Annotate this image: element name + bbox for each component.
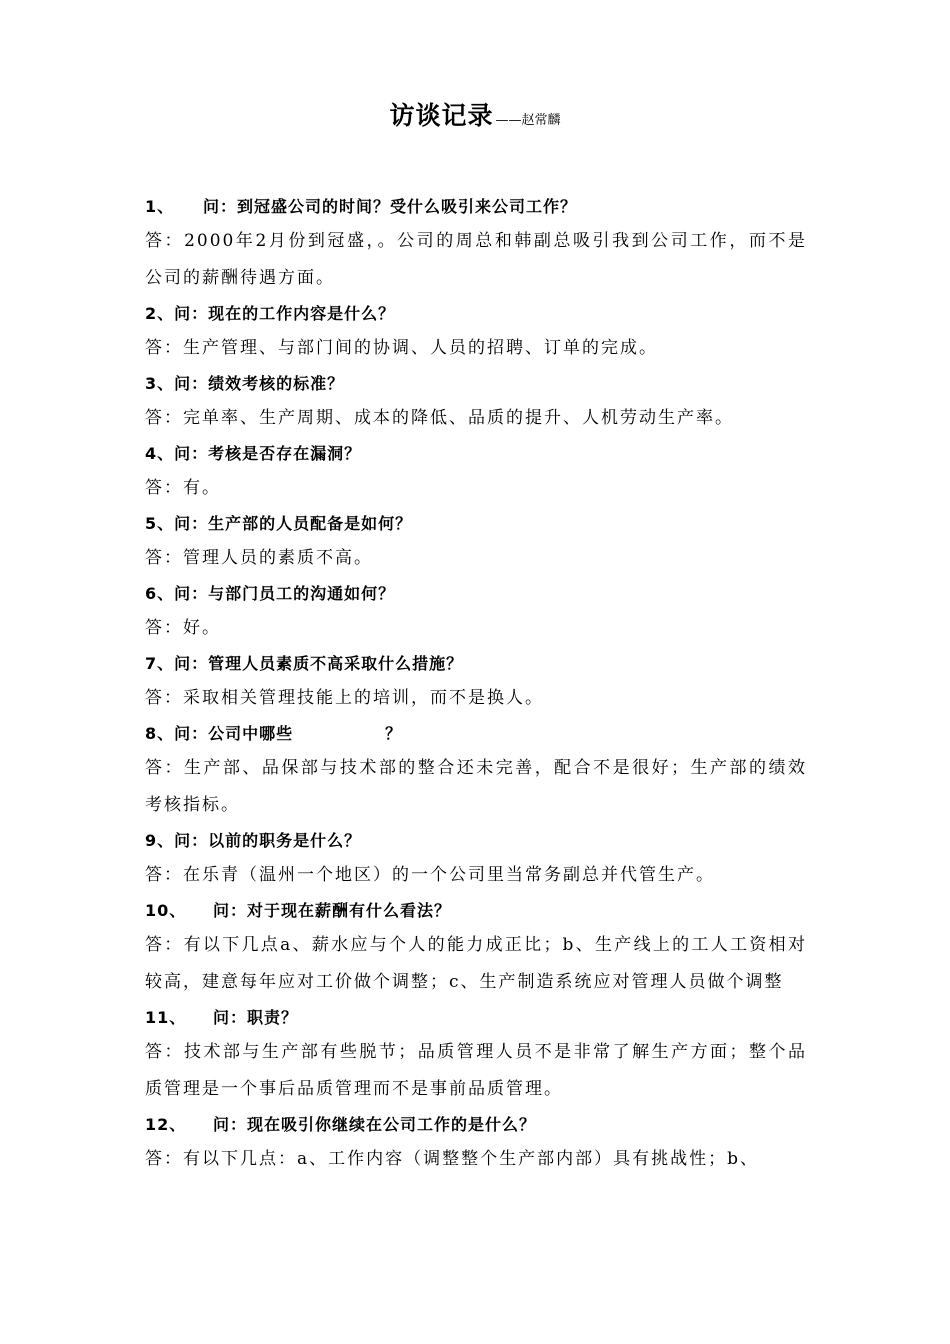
question-number: 7、 [145, 654, 175, 673]
question-text: 问：到冠盛公司的时间？受什么吸引来公司工作？ [203, 197, 578, 216]
question-number: 12、 [145, 1115, 187, 1134]
question-8 [145, 717, 807, 750]
question-text: 问：考核是否存在漏洞？ [174, 444, 362, 463]
question-1 [145, 190, 807, 223]
question-number: 3、 [145, 374, 175, 393]
answer-12: 答：有以下几点：a、工作内容（调整整个生产部内部）具有挑战性；b、 [145, 1149, 760, 1169]
question-11 [145, 1001, 807, 1034]
interview-content [145, 190, 807, 1178]
question-7 [145, 647, 807, 680]
question-4 [145, 437, 807, 470]
question-number: 8、 [145, 724, 175, 743]
question-number: 11、 [145, 1008, 187, 1027]
question-number: 4、 [145, 444, 175, 463]
question-text-end: ？ [385, 724, 403, 743]
question-3 [145, 367, 807, 400]
question-text: 问：绩效考核的标准？ [174, 374, 345, 393]
answer-5: 答：管理人员的素质不高。 [145, 548, 373, 568]
answer-6: 答：好。 [145, 618, 221, 638]
question-text: 问：管理人员素质不高采取什么措施？ [174, 654, 464, 673]
question-number: 6、 [145, 584, 175, 603]
answer-9: 答：在乐青（温州一个地区）的一个公司里当常务副总并代管生产。 [145, 865, 715, 885]
question-number: 2、 [145, 304, 175, 323]
answer-11: 答：技术部与生产部有些脱节；品质管理人员不是非常了解生产方面；整个品质管理是一个事后品质管理而不是事前品质管理。 [145, 1042, 807, 1099]
answer-7: 答：采取相关管理技能上的培训，而不是换人。 [145, 688, 544, 708]
question-5 [145, 507, 807, 540]
question-number: 1、 [145, 197, 175, 216]
question-text: 问：与部门员工的沟通如何？ [174, 584, 396, 603]
question-text: 问：以前的职务是什么？ [174, 831, 362, 850]
question-10 [145, 894, 807, 927]
question-text: 问：现在的工作内容是什么？ [174, 304, 396, 323]
question-9 [145, 824, 807, 857]
answer-3: 答：完单率、生产周期、成本的降低、品质的提升、人机劳动生产率。 [145, 408, 734, 428]
answer-4: 答：有。 [145, 478, 221, 498]
question-6 [145, 577, 807, 610]
question-text: 问：现在吸引你继续在公司工作的是什么？ [213, 1115, 537, 1134]
document-title: 访谈记录 [389, 101, 494, 130]
question-number: 10、 [145, 901, 187, 920]
question-text: 问：职责？ [213, 1008, 299, 1027]
answer-10: 答：有以下几点a、薪水应与个人的能力成正比；b、生产线上的工人工资相对较高，建意每年应对工价做个调整；c、生产制造系统应对管理人员做个调整 [145, 935, 807, 992]
document-header [0, 96, 950, 132]
question-number: 5、 [145, 514, 175, 533]
question-text: 问：公司中哪些 [174, 724, 294, 743]
question-12 [145, 1108, 807, 1141]
answer-8: 答：生产部、品保部与技术部的整合还未完善，配合不是很好；生产部的绩效考核指标。 [145, 758, 807, 815]
answer-2: 答：生产管理、与部门间的协调、人员的招聘、订单的完成。 [145, 338, 658, 358]
question-2 [145, 297, 807, 330]
answer-1: 答：2000年2月份到冠盛，。公司的周总和韩副总吸引我到公司工作，而不是公司的薪酬待遇方面。 [145, 231, 807, 288]
question-text: 问：生产部的人员配备是如何？ [174, 514, 413, 533]
question-text: 问：对于现在薪酬有什么看法？ [213, 901, 452, 920]
document-author: ——赵常麟 [495, 113, 561, 128]
question-number: 9、 [145, 831, 175, 850]
